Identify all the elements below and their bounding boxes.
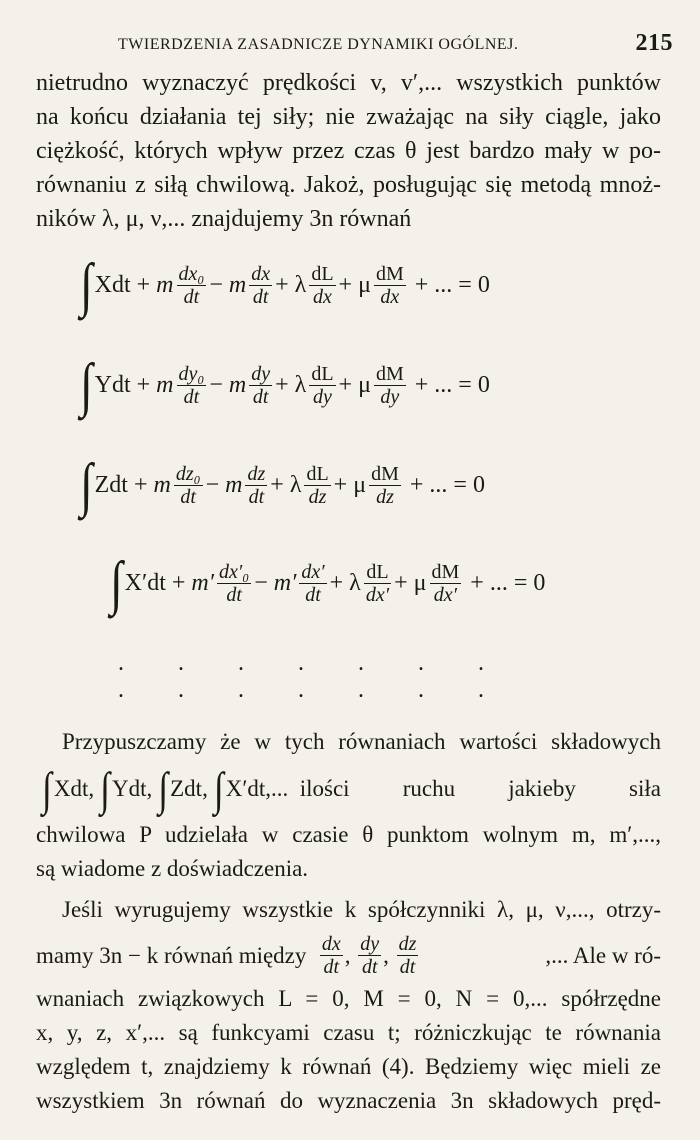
fraction: $\frac{dM}{dz}$ bbox=[371, 462, 399, 508]
paragraph-3 bbox=[36, 893, 661, 927]
integral-sign: ∫ bbox=[213, 763, 224, 815]
fraction: $\frac{dy}{dt}$ bbox=[251, 362, 271, 408]
text-line: x, y, z, x′,... są funkcyami czasu t; różniczkując te równania bbox=[36, 1020, 661, 1045]
fraction: $\frac{dx}{dt}$ bbox=[321, 933, 341, 978]
fraction: $\frac{dM}{dx'}$ bbox=[431, 560, 460, 606]
fraction: $\frac{\text{dx′₀}}{dt}$ bbox=[219, 560, 250, 606]
paragraph-2-cont bbox=[36, 818, 661, 886]
paragraph-2 bbox=[36, 725, 661, 759]
ellipsis-row: . . . . . . . . . . . . . . bbox=[118, 650, 508, 703]
eq-integrand: Zdt bbox=[94, 471, 128, 498]
eq-integrand: Xdt bbox=[94, 271, 131, 298]
fraction: $\frac{dM}{dx}$ bbox=[375, 262, 404, 308]
integral-sign: ∫ bbox=[110, 549, 123, 616]
fraction: $\frac{dx'}{dt}$ bbox=[301, 560, 325, 606]
eq-integrand: X′dt bbox=[124, 569, 166, 596]
fraction: $\frac{dL}{dz}$ bbox=[306, 462, 329, 508]
fraction: $\frac{dz}{dt}$ bbox=[247, 462, 266, 508]
equation-3: ∫ Zdt + m $\frac{\text{dz₀}}{dt}$ − m $\frac{dz}{dt}$ + λ $\frac{dL}{dz}$ + μ $\frac{dM}{dz}$ + ... = 0 bbox=[80, 451, 485, 518]
fraction: $\frac{dL}{dx}$ bbox=[311, 262, 334, 308]
integral-sign: ∫ bbox=[100, 763, 110, 815]
fractions-line: mamy 3n − k równań między $\frac{dx}{dt}$ , $\frac{dy}{dt}$ , $\frac{dz}{dt}$ ,... Ale w ró- bbox=[36, 933, 661, 978]
fraction: $\frac{dM}{dy}$ bbox=[375, 362, 404, 408]
integral-sign: ∫ bbox=[80, 451, 93, 518]
integral-sign: ∫ bbox=[80, 351, 93, 418]
text-line: Jeśli wyrugujemy wszystkie k spółczynniki λ, μ, ν,..., otrzy- bbox=[62, 897, 661, 922]
integral-sign: ∫ bbox=[80, 251, 93, 318]
fraction: $\frac{\text{dx₀}}{dt}$ bbox=[178, 262, 205, 308]
header-title: TWIERDZENIA ZASADNICZE DYNAMIKI OGÓLNEJ. bbox=[118, 36, 519, 53]
integral-sign: ∫ bbox=[42, 763, 52, 815]
text-line: ciężkość, których wpływ przez czas θ jest bardzo mały w po- bbox=[36, 138, 661, 164]
integral-sign: ∫ bbox=[158, 763, 169, 815]
fraction: $\frac{dL}{dx'}$ bbox=[365, 560, 390, 606]
fraction: $\frac{dx}{dt}$ bbox=[251, 262, 271, 308]
fraction: $\frac{dz}{dt}$ bbox=[398, 933, 417, 978]
fraction: $\frac{dy}{dt}$ bbox=[360, 933, 380, 978]
equation-4: ∫ X′dt + m′ $\frac{\text{dx′₀}}{dt}$ − m′ $\frac{dx'}{dt}$ + λ $\frac{dL}{dx'}$ + μ $\frac{dM}{dx'}$ + ... = 0 bbox=[110, 549, 546, 616]
text-line: ników λ, μ, ν,... znajdujemy 3n równań bbox=[36, 206, 412, 232]
text-line: nietrudno wyznaczyć prędkości v, v′,... wszystkich punktów bbox=[36, 70, 661, 96]
fraction: $\frac{\text{dz₀}}{dt}$ bbox=[175, 462, 201, 508]
text-line: względem t, znajdziemy k równań (4). Będziemy więc mieli ze bbox=[36, 1054, 661, 1079]
fraction: $\frac{dL}{dy}$ bbox=[311, 362, 334, 408]
fraction: $\frac{\text{dy₀}}{dt}$ bbox=[178, 362, 205, 408]
equation-2: ∫ Ydt + m $\frac{\text{dy₀}}{dt}$ − m $\frac{dy}{dt}$ + λ $\frac{dL}{dy}$ + μ $\frac{dM}{dy}$ + ... = 0 bbox=[80, 351, 490, 418]
equation-1: ∫ Xdt + m $\frac{\text{dx₀}}{dt}$ − m $\frac{dx}{dt}$ + λ $\frac{dL}{dx}$ + μ $\frac{dM}{dx}$ + ... = 0 bbox=[80, 251, 490, 318]
paragraph-1 bbox=[36, 66, 661, 236]
text-line: na końcu działania tej siły; nie zważając na siły ciągle, jako bbox=[36, 104, 661, 130]
paragraph-3-cont bbox=[36, 982, 661, 1118]
text-line: wszystkiem 3n równań do wyznaczenia 3n składowych pręd- bbox=[36, 1088, 661, 1113]
text-line: równaniu z siłą chwilową. Jakoż, posługując się metodą mnoż- bbox=[36, 172, 661, 198]
page-number: 215 bbox=[635, 30, 673, 56]
text-line: Przypuszczamy że w tych równaniach wartości składowych bbox=[62, 729, 661, 754]
integrals-line: ∫ Xdt, ∫ Ydt, ∫ Zdt, ∫ X′dt,... ilości ruchu jakieby siła bbox=[42, 763, 661, 815]
text-line: chwilowa P udzielała w czasie θ punktom wolnym m, m′,..., bbox=[36, 822, 661, 847]
text-line: są wiadome z doświadczenia. bbox=[36, 856, 309, 881]
eq-integrand: Ydt bbox=[94, 371, 131, 398]
text-line: wnaniach związkowych L = 0, M = 0, N = 0,... spółrzędne bbox=[36, 986, 661, 1011]
